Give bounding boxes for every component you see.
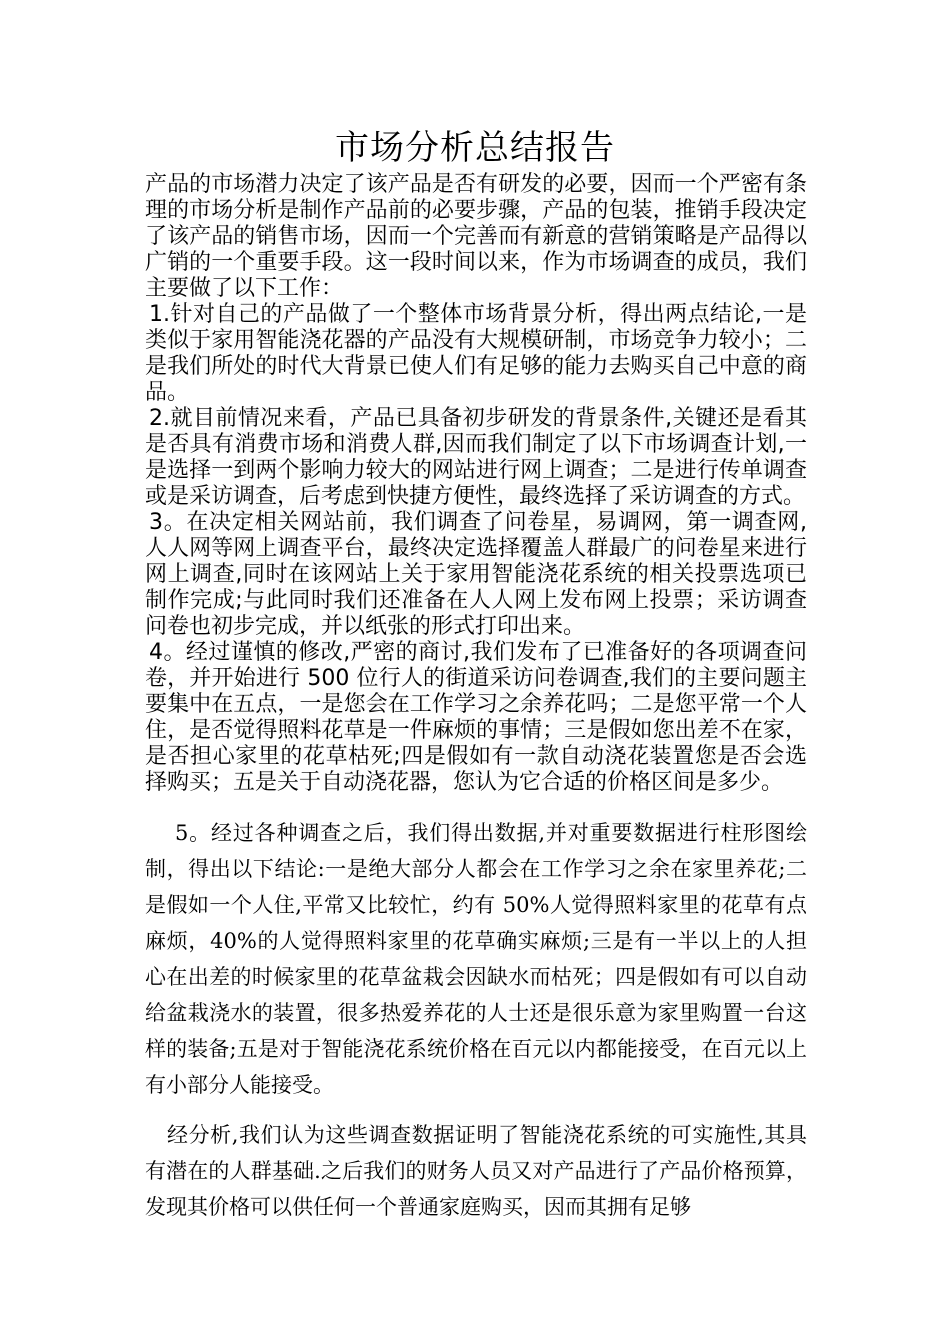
intro-paragraph: 产品的市场潜力决定了该产品是否有研发的必要，因而一个严密有条理的市场分析是制作产品前的必要步骤，产品的包装，推销手段决定了该产品的销售市场，因而一个完善而有新意的营销策略是产品得以广销的一个重要手段。这一段时间以来，作为市场调查的成员，我们主要做了以下工作： bbox=[145, 172, 807, 301]
list-item: 1.针对自己的产品做了一个整体市场背景分析，得出两点结论,一是类似于家用智能浇花器的产品没有大规模研制，市场竞争力较小；二是我们所处的时代大背景已使人们有足够的能力去购买自己中意的商品。 bbox=[145, 302, 807, 405]
list-item: 3。在决定相关网站前，我们调查了问卷星，易调网，第一调查网,人人网等网上调查平台，最终决定选择覆盖人群最广的问卷星来进行网上调查,同时在该网站上关于家用智能浇花系统的相关投票选项已制作完成;与此同时我们还准备在人人网上发布网上投票；采访调查问卷也初步完成，并以纸张的形式打印出来。 bbox=[145, 510, 807, 639]
report-findings bbox=[145, 815, 807, 1225]
page-title: 市场分析总结报告 bbox=[335, 128, 615, 168]
list-item: 2.就目前情况来看，产品已具备初步研发的背景条件,关键还是看其是否具有消费市场和消费人群,因而我们制定了以下市场调查计划,一是选择一到两个影响力较大的网站进行网上调查；二是进行传单调查或是采访调查，后考虑到快捷方便性，最终选择了采访调查的方式。 bbox=[145, 406, 807, 509]
report-body bbox=[145, 172, 807, 796]
conclusion-paragraph: 经分析,我们认为这些调查数据证明了智能浇花系统的可实施性,其具有潜在的人群基础.之后我们的财务人员又对产品进行了产品价格预算，发现其价格可以供任何一个普通家庭购买，因而其拥有足够 bbox=[145, 1123, 807, 1219]
list-item-5: 5。经过各种调查之后，我们得出数据,并对重要数据进行柱形图绘制，得出以下结论:一是绝大部分人都会在工作学习之余在家里养花;二是假如一个人住,平常又比较忙，约有 50%人觉得照料家里的花草有点麻烦，40%的人觉得照料家里的花草确实麻烦;三是有一半以上的人担心在出差的时候家里的花草盆栽会因缺水而枯死；四是假如有可以自动给盆栽浇水的装置，很多热爱养花的人士还是很乐意为家里购置一台这样的装备;五是对于智能浇花系统价格在百元以内都能接受，在百元以上有小部分人能接受。 bbox=[145, 821, 807, 1097]
list-item: 4。经过谨慎的修改,严密的商讨,我们发布了已准备好的各项调查问卷，并开始进行 500 位行人的街道采访问卷调查,我们的主要问题主要集中在五点，一是您会在工作学习之余养花吗；二是您平常一个人住，是否觉得照料花草是一件麻烦的事情；三是假如您出差不在家，是否担心家里的花草枯死;四是假如有一款自动浇花装置您是否会选择购买；五是关于自动浇花器，您认为它合适的价格区间是多少。 bbox=[145, 640, 807, 795]
